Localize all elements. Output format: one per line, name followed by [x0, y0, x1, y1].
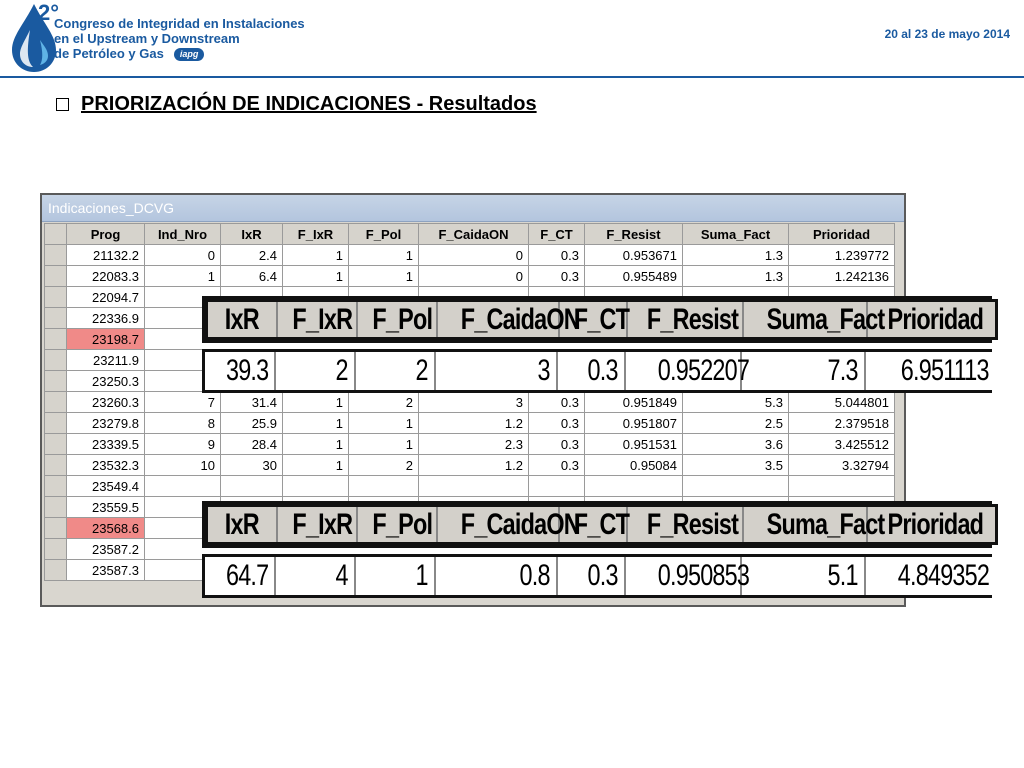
- table-cell[interactable]: 2.4: [221, 245, 283, 266]
- conference-line: en el Upstream y Downstream: [54, 31, 240, 46]
- table-cell[interactable]: 0.3: [529, 245, 585, 266]
- table-cell[interactable]: 0.3: [529, 392, 585, 413]
- zoom-value-cell: [435, 352, 557, 390]
- table-cell[interactable]: 23559.5: [67, 497, 145, 518]
- table-cell[interactable]: 23211.9: [67, 350, 145, 371]
- zoom-header-cell: [357, 301, 437, 339]
- table-cell[interactable]: [349, 476, 419, 497]
- table-cell[interactable]: [789, 476, 895, 497]
- table-cell[interactable]: 23279.8: [67, 413, 145, 434]
- table-cell[interactable]: 5.044801: [789, 392, 895, 413]
- zoom-header-cell: [743, 301, 884, 339]
- table-cell[interactable]: 1: [283, 434, 349, 455]
- checkbox-bullet-icon: [56, 98, 69, 111]
- window-title: Indicaciones_DCVG: [42, 195, 904, 222]
- table-cell[interactable]: 0: [419, 266, 529, 287]
- zoom-value-cell: [355, 352, 435, 390]
- table-cell[interactable]: 0.951531: [585, 434, 683, 455]
- table-cell[interactable]: 0.95084: [585, 455, 683, 476]
- zoom-value: 2: [335, 354, 348, 387]
- table-cell[interactable]: 1: [283, 455, 349, 476]
- table-row[interactable]: [45, 476, 895, 497]
- logo-number: 2°: [38, 0, 60, 25]
- column-header[interactable]: F_CaidaON: [419, 224, 529, 245]
- conference-line: Congreso de Integridad en Instalaciones: [54, 16, 305, 31]
- table-cell[interactable]: 6.4: [221, 266, 283, 287]
- table-cell[interactable]: 2: [349, 392, 419, 413]
- zoom-header-label: F_CT: [573, 302, 629, 336]
- row-selector[interactable]: [45, 455, 67, 476]
- header-row: [45, 224, 895, 245]
- zoom-value: 0.8: [519, 559, 550, 592]
- zoom-header-cell: [867, 506, 997, 544]
- row-selector[interactable]: [45, 350, 67, 371]
- table-cell[interactable]: 1.242136: [789, 266, 895, 287]
- row-selector[interactable]: [45, 287, 67, 308]
- row-selector[interactable]: [45, 413, 67, 434]
- column-header[interactable]: Prog: [67, 224, 145, 245]
- table-row[interactable]: [45, 245, 895, 266]
- zoom-value: 5.1: [827, 559, 858, 592]
- table-cell[interactable]: [283, 476, 349, 497]
- table-cell[interactable]: 0.951849: [585, 392, 683, 413]
- section-heading: [56, 93, 537, 116]
- header-divider: [0, 76, 1024, 78]
- table-cell[interactable]: 0: [419, 245, 529, 266]
- table-cell[interactable]: 22083.3: [67, 266, 145, 287]
- table-cell[interactable]: 1.2: [419, 413, 529, 434]
- zoom-header-cell: [357, 506, 437, 544]
- table-row[interactable]: [45, 434, 895, 455]
- zoom-header-label: F_IxR: [291, 302, 352, 336]
- select-all-corner[interactable]: [45, 224, 67, 245]
- table-cell[interactable]: 30: [221, 455, 283, 476]
- table-cell[interactable]: 0.3: [529, 413, 585, 434]
- table-cell[interactable]: 0.3: [529, 266, 585, 287]
- table-cell[interactable]: 3: [419, 392, 529, 413]
- column-header[interactable]: IxR: [221, 224, 283, 245]
- zoom-header-label: F_Resist: [646, 507, 738, 541]
- zoom-header-label: Prioridad: [886, 302, 983, 336]
- zoom-value-cell: [355, 557, 435, 595]
- row-selector[interactable]: [45, 245, 67, 266]
- table-cell[interactable]: 25.9: [221, 413, 283, 434]
- zoom-value-cell: [741, 352, 865, 390]
- zoom-header-cell: [627, 506, 743, 544]
- table-cell[interactable]: 0.951807: [585, 413, 683, 434]
- table-cell[interactable]: 23587.3: [67, 560, 145, 581]
- column-header[interactable]: F_CT: [529, 224, 585, 245]
- conference-line: de Petróleo y Gas: [54, 46, 164, 61]
- table-cell[interactable]: 8: [145, 413, 221, 434]
- zoom-panel-1: [202, 296, 992, 393]
- zoom-value-cell: [205, 352, 275, 390]
- table-cell[interactable]: 9: [145, 434, 221, 455]
- table-cell[interactable]: 1: [349, 266, 419, 287]
- table-cell[interactable]: 7: [145, 392, 221, 413]
- table-cell[interactable]: 23250.3: [67, 371, 145, 392]
- column-header[interactable]: Prioridad: [789, 224, 895, 245]
- zoom-value: 64.7: [225, 559, 268, 592]
- zoom-header-cell: [867, 301, 997, 339]
- table-cell[interactable]: 1.239772: [789, 245, 895, 266]
- zoom-header-cell: [277, 301, 357, 339]
- table-cell[interactable]: 1: [145, 266, 221, 287]
- table-cell[interactable]: 22336.9: [67, 308, 145, 329]
- table-cell[interactable]: 5.3: [683, 392, 789, 413]
- zoom-header-label: F_IxR: [291, 507, 352, 541]
- table-cell[interactable]: 23339.5: [67, 434, 145, 455]
- table-cell[interactable]: 1: [349, 413, 419, 434]
- zoom-header-label: IxR: [224, 302, 259, 336]
- zoom-header-label: F_CT: [573, 507, 629, 541]
- zoom-header-cell: [207, 506, 277, 544]
- table-cell[interactable]: 0: [145, 245, 221, 266]
- zoom-header-label: IxR: [224, 507, 259, 541]
- table-cell[interactable]: [683, 476, 789, 497]
- table-cell[interactable]: 3.32794: [789, 455, 895, 476]
- table-cell[interactable]: 21132.2: [67, 245, 145, 266]
- table-cell[interactable]: 1.2: [419, 455, 529, 476]
- zoom-header-label: Suma_Fact: [766, 507, 884, 541]
- table-row[interactable]: [45, 266, 895, 287]
- zoom-header-label: F_CaidaON: [460, 302, 580, 336]
- table-cell[interactable]: 10: [145, 455, 221, 476]
- zoom-value: 0.952207: [657, 354, 750, 387]
- table-cell[interactable]: 1: [349, 245, 419, 266]
- row-selector[interactable]: [45, 539, 67, 560]
- table-cell[interactable]: [585, 476, 683, 497]
- row-selector[interactable]: [45, 518, 67, 539]
- zoom-value-cell: [865, 557, 995, 595]
- table-row[interactable]: [45, 392, 895, 413]
- row-selector[interactable]: [45, 266, 67, 287]
- zoom-value-cell: [625, 557, 750, 595]
- zoom-value: 1: [415, 559, 428, 592]
- row-selector[interactable]: [45, 308, 67, 329]
- table-cell[interactable]: [145, 476, 221, 497]
- row-selector[interactable]: [45, 497, 67, 518]
- zoom-value-cell: [557, 557, 625, 595]
- table-cell[interactable]: 1: [283, 413, 349, 434]
- zoom-value: 0.3: [587, 354, 618, 387]
- zoom-value-cell: [865, 352, 995, 390]
- table-cell[interactable]: 1.3: [683, 266, 789, 287]
- zoom-value-cell: [741, 557, 865, 595]
- zoom-header-cell: [277, 506, 357, 544]
- table-cell[interactable]: [419, 476, 529, 497]
- table-cell[interactable]: 28.4: [221, 434, 283, 455]
- table-cell[interactable]: 2.379518: [789, 413, 895, 434]
- zoom-value: 0.950853: [657, 559, 750, 592]
- table-cell[interactable]: [529, 476, 585, 497]
- zoom-value: 7.3: [827, 354, 858, 387]
- table-cell[interactable]: 2.5: [683, 413, 789, 434]
- zoom-value: 6.951113: [901, 354, 989, 387]
- zoom-value: 4: [335, 559, 348, 592]
- row-selector[interactable]: [45, 392, 67, 413]
- zoom-value: 0.3: [587, 559, 618, 592]
- table-cell[interactable]: 1.3: [683, 245, 789, 266]
- zoom-header-cell: [627, 301, 743, 339]
- row-selector[interactable]: [45, 434, 67, 455]
- table-cell[interactable]: 31.4: [221, 392, 283, 413]
- column-header[interactable]: Ind_Nro: [145, 224, 221, 245]
- column-header[interactable]: F_Pol: [349, 224, 419, 245]
- zoom-header-label: Suma_Fact: [766, 302, 884, 336]
- table-cell[interactable]: 23587.2: [67, 539, 145, 560]
- table-cell[interactable]: 3.6: [683, 434, 789, 455]
- table-cell[interactable]: 0.953671: [585, 245, 683, 266]
- table-cell[interactable]: [221, 476, 283, 497]
- table-cell[interactable]: 1: [349, 434, 419, 455]
- row-selector[interactable]: [45, 560, 67, 581]
- table-cell[interactable]: 23260.3: [67, 392, 145, 413]
- table-cell[interactable]: 23549.4: [67, 476, 145, 497]
- table-cell[interactable]: 0.3: [529, 434, 585, 455]
- column-header[interactable]: F_IxR: [283, 224, 349, 245]
- table-row[interactable]: [45, 413, 895, 434]
- zoom-header-cell: [437, 301, 580, 339]
- zoom-value: 4.849352: [897, 559, 990, 592]
- table-cell[interactable]: 0.955489: [585, 266, 683, 287]
- zoom-panel-2: [202, 501, 992, 598]
- row-selector[interactable]: [45, 371, 67, 392]
- table-cell[interactable]: 3.425512: [789, 434, 895, 455]
- column-header[interactable]: Suma_Fact: [683, 224, 789, 245]
- zoom-value: 3: [537, 354, 550, 387]
- zoom-header-cell: [437, 506, 580, 544]
- row-selector[interactable]: [45, 329, 67, 350]
- table-cell[interactable]: 3.5: [683, 455, 789, 476]
- table-cell[interactable]: 1: [283, 245, 349, 266]
- zoom-value-cell: [205, 557, 275, 595]
- column-header[interactable]: F_Resist: [585, 224, 683, 245]
- zoom-value: 2: [415, 354, 428, 387]
- zoom-value-cell: [625, 352, 750, 390]
- iapg-badge: iapg: [174, 48, 205, 61]
- page-title: PRIORIZACIÓN DE INDICACIONES - Resultados: [81, 93, 537, 115]
- zoom-header-label: F_Resist: [646, 302, 738, 336]
- conference-title: [54, 16, 305, 61]
- zoom-header-cell: [743, 506, 884, 544]
- zoom-header-label: F_Pol: [371, 507, 432, 541]
- zoom-value-cell: [435, 557, 557, 595]
- zoom-value-cell: [275, 352, 355, 390]
- table-cell[interactable]: 23198.7: [67, 329, 145, 350]
- table-cell[interactable]: 23532.3: [67, 455, 145, 476]
- table-row[interactable]: [45, 455, 895, 476]
- zoom-header-cell: [207, 301, 277, 339]
- table-cell[interactable]: 22094.7: [67, 287, 145, 308]
- zoom-header-label: Prioridad: [886, 507, 983, 541]
- zoom-value-cell: [275, 557, 355, 595]
- row-selector[interactable]: [45, 476, 67, 497]
- zoom-header-label: F_Pol: [371, 302, 432, 336]
- table-cell[interactable]: 1: [283, 392, 349, 413]
- table-cell[interactable]: 0.3: [529, 455, 585, 476]
- table-cell[interactable]: 2.3: [419, 434, 529, 455]
- table-cell[interactable]: 2: [349, 455, 419, 476]
- event-date: 20 al 23 de mayo 2014: [884, 27, 1010, 41]
- zoom-value-cell: [557, 352, 625, 390]
- zoom-header-label: F_CaidaON: [460, 507, 580, 541]
- table-cell[interactable]: 23568.6: [67, 518, 145, 539]
- table-cell[interactable]: 1: [283, 266, 349, 287]
- zoom-value: 39.3: [225, 354, 268, 387]
